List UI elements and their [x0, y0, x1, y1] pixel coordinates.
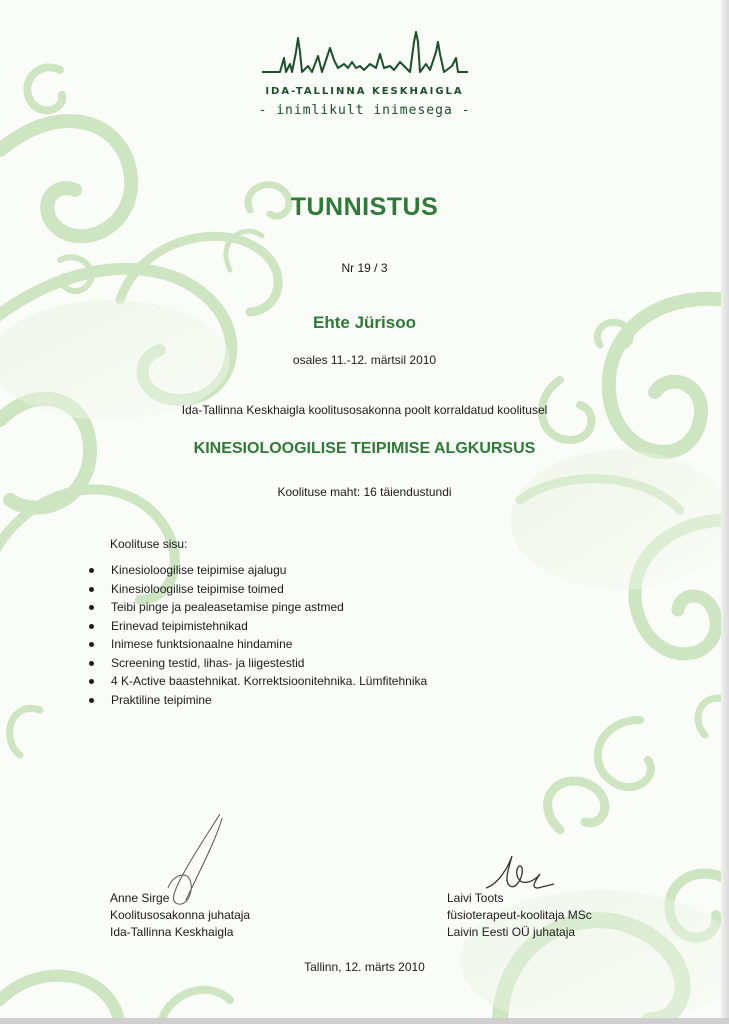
course-volume: Koolituse maht: 16 täiendustundi	[277, 485, 452, 499]
hospital-logo	[0, 28, 729, 85]
signatory-right	[447, 890, 592, 941]
list-item: Inimese funktsionaalne hindamine	[88, 635, 427, 654]
scan-bottom-edge	[0, 1018, 729, 1024]
signatory-left	[110, 890, 250, 941]
organizer-line: Ida-Tallinna Keskhaigla koolitusosakonna poolt korraldatud koolitusel	[181, 403, 548, 417]
recipient-name: Ehte Jürisoo	[313, 313, 416, 332]
skyline-heartbeat-icon	[260, 28, 470, 80]
list-item: Kinesioloogilise teipimise ajalugu	[88, 561, 427, 580]
signatory-role: Koolitusosakonna juhataja	[110, 908, 251, 922]
signatory-organization: Laivin Eesti OÜ juhataja	[447, 925, 576, 939]
list-item: 4 K-Active baastehnikat. Korrektsioonitehnika. Lümfitehnika	[88, 672, 427, 691]
list-item: Praktiline teipimine	[88, 691, 427, 710]
hospital-name: IDA-TALLINNA KESKHAIGLA	[265, 86, 464, 97]
content-heading: Koolituse sisu:	[110, 537, 188, 551]
signatory-role: füsioterapeut-koolitaja MSc	[447, 908, 592, 922]
list-item: Teibi pinge ja pealeasetamise pinge astmed	[88, 598, 427, 617]
course-title: KINESIOLOOGILISE TEIPIMISE ALGKURSUS	[193, 440, 536, 457]
topic-list	[88, 561, 427, 709]
certificate-title: TUNNISTUS	[290, 193, 439, 221]
place-and-date: Tallinn, 12. märts 2010	[304, 960, 425, 974]
signatory-name: Laivi Toots	[447, 891, 504, 905]
certificate-number: Nr 19 / 3	[341, 261, 388, 275]
list-item: Erinevad teipimistehnikad	[88, 617, 427, 636]
list-item: Kinesioloogilise teipimise toimed	[88, 580, 427, 599]
scan-edge-shadow	[721, 0, 729, 1024]
list-item: Screening testid, lihas- ja liigestestid	[88, 654, 427, 673]
hospital-slogan: - inimlikult inimesega -	[258, 103, 471, 118]
signatory-name: Anne Sirge	[110, 891, 170, 905]
signatory-organization: Ida-Tallinna Keskhaigla	[110, 925, 234, 939]
participation-dates: osales 11.-12. märtsil 2010	[292, 353, 437, 367]
